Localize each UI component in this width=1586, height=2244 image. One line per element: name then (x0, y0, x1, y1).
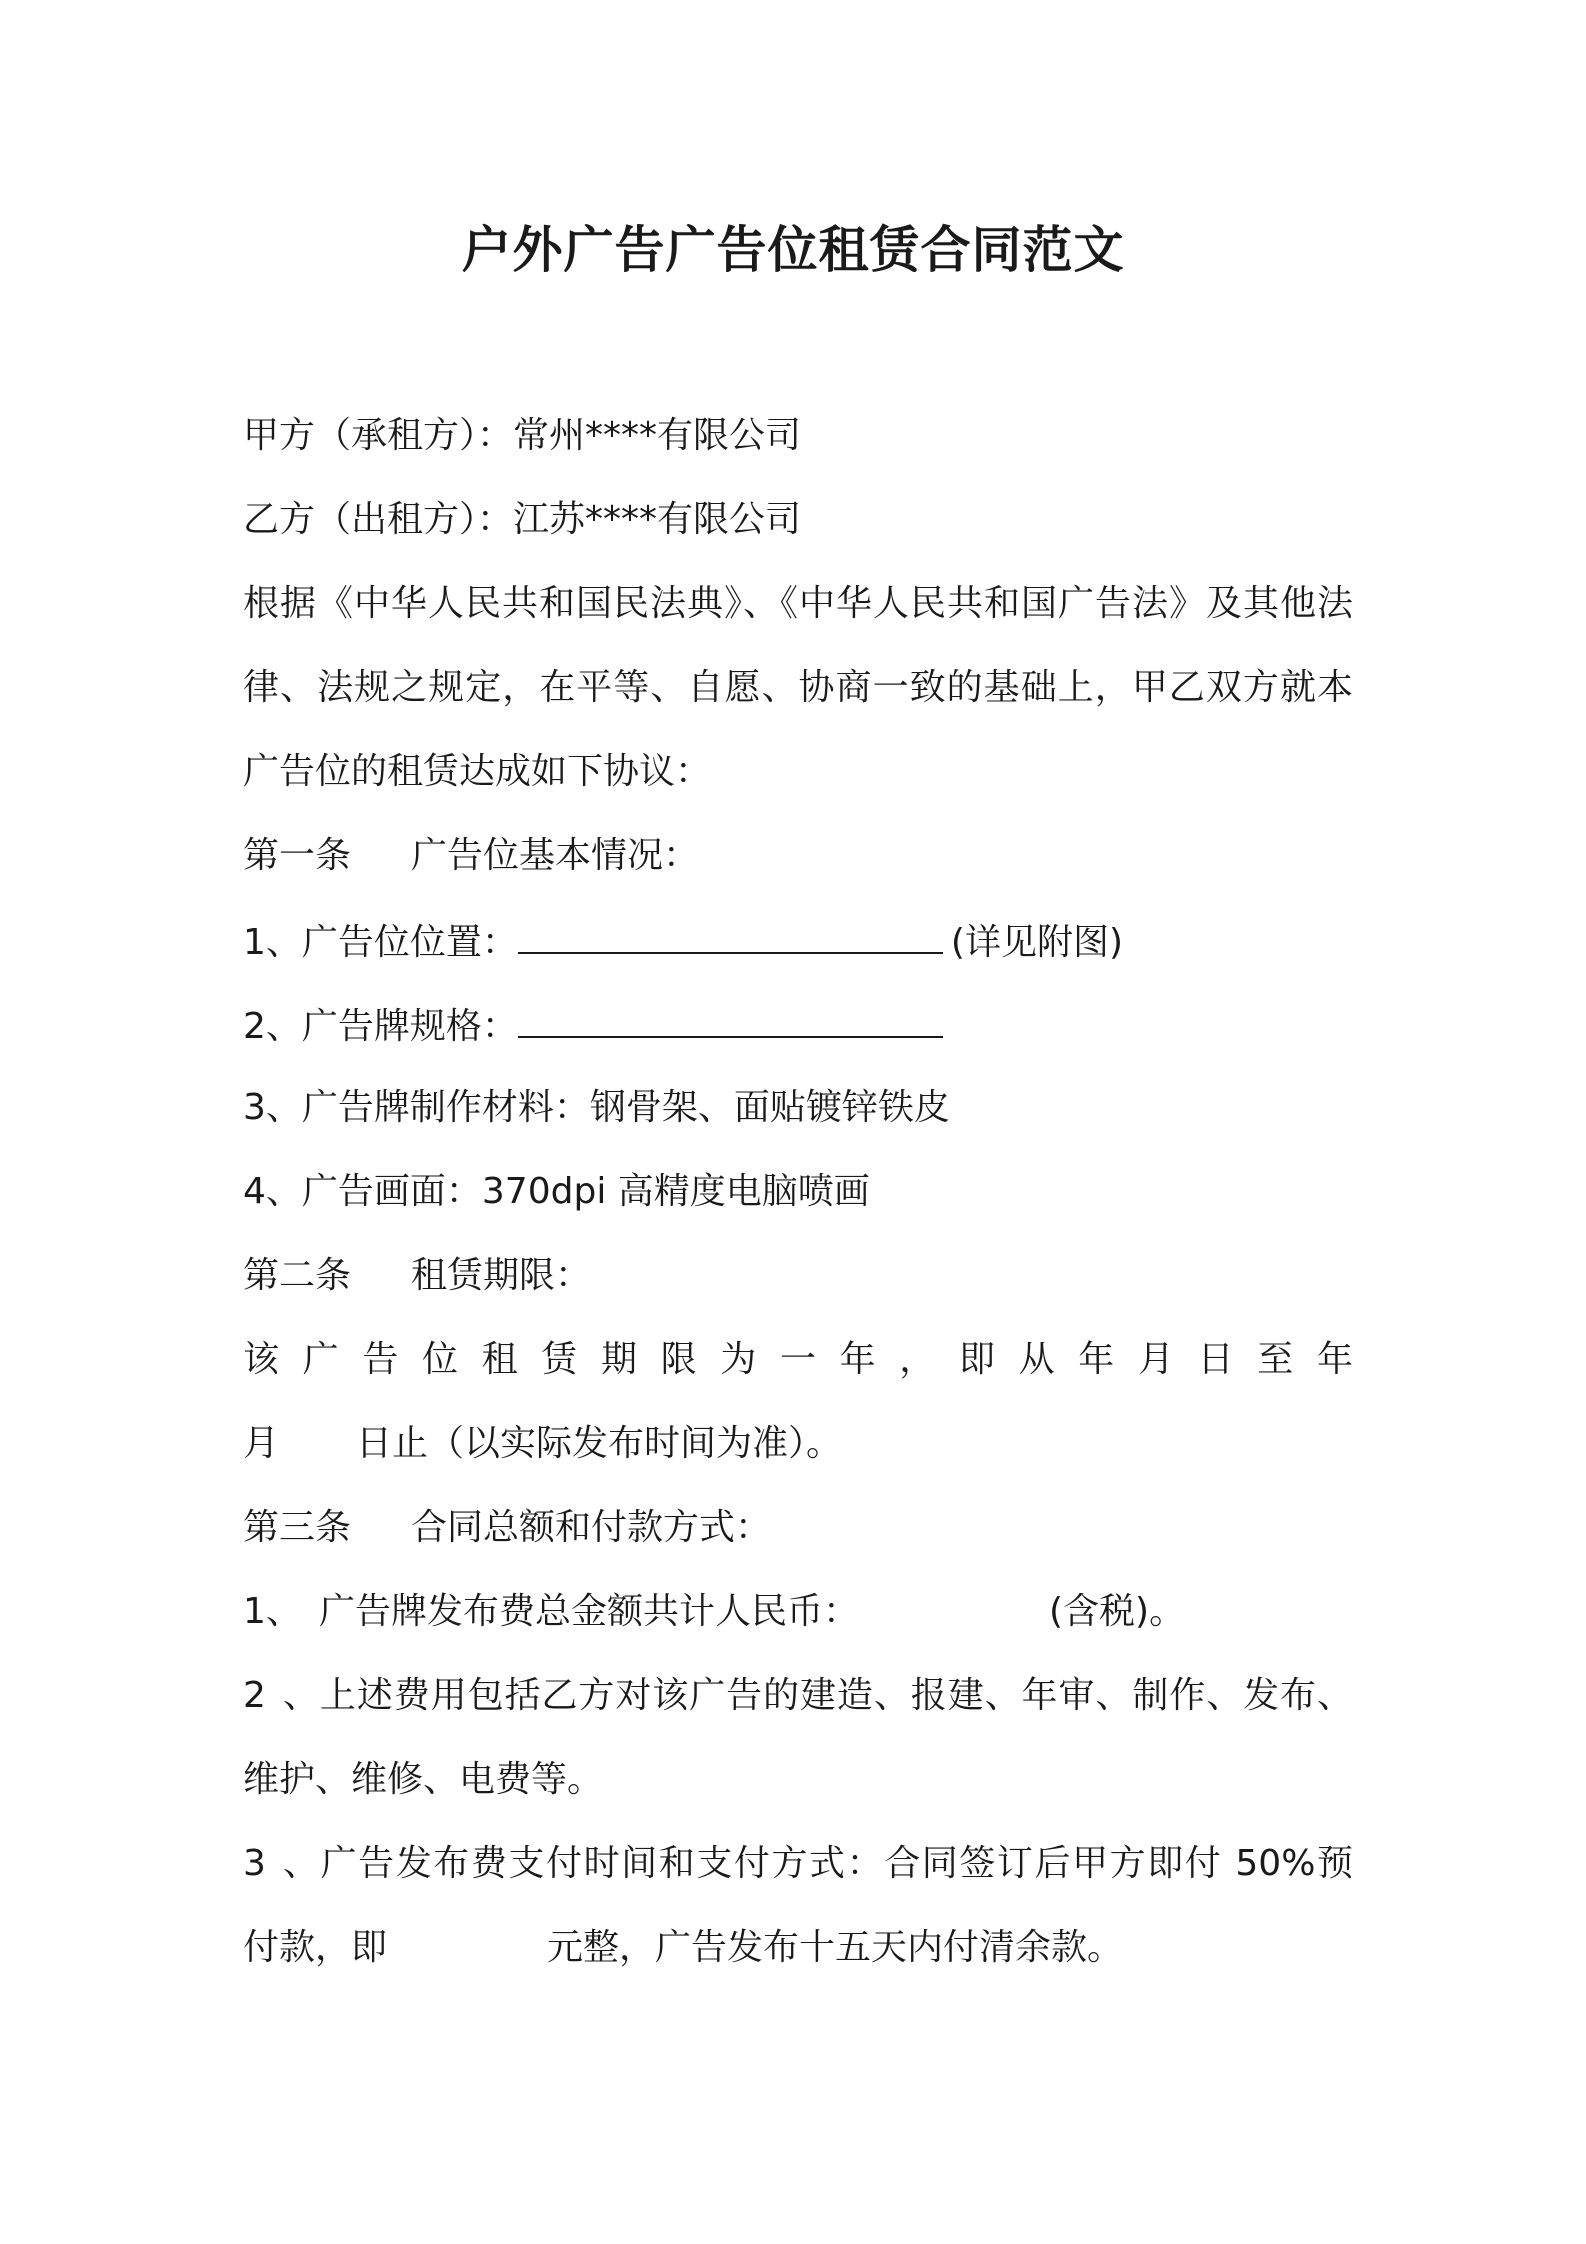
item-3-text-b: 元整，广告发布十五天内付清余款。 (547, 1927, 1124, 1968)
article-3-item-2-line-2: 维护、维修、电费等。 (243, 1759, 604, 1800)
term-end-year: 年 (1316, 1339, 1353, 1380)
preamble-line-1: 根据《中华人民共和国民法典》、《中华人民共和国广告法》及其他法 (243, 583, 1353, 624)
item-3-text: 广告发布费支付时间和支付方式：合同签订后甲方即付 50%预 (319, 1843, 1353, 1884)
term-start-year: 年 (1078, 1339, 1138, 1380)
spec-label: 2、广告牌规格： (243, 1006, 518, 1047)
article-1-item-2 (243, 1000, 951, 1051)
term-p1: 该广告位租赁期限为 (243, 1339, 780, 1380)
preamble-line-2: 律、法规之规定，在平等、自愿、协商一致的基础上，甲乙双方就本 (243, 667, 1353, 708)
item-3-text-a: 付款，即 (243, 1927, 388, 1968)
document-title: 户外广告广告位租赁合同范文 (461, 221, 1125, 279)
article-3-item-3-line-2 (243, 1924, 1123, 1972)
article-3-heading (243, 1504, 771, 1552)
article-1-item-3: 3、广告牌制作材料：钢骨架、面贴镀锌铁皮 (243, 1087, 950, 1128)
location-blank[interactable] (518, 916, 943, 954)
article-1-item-4: 4、广告画面：370dpi 高精度电脑喷画 (243, 1171, 870, 1212)
term-line-1 (243, 1336, 1353, 1384)
article-3-number: 第三条 (243, 1507, 352, 1548)
item-1-text: 广告牌发布费总金额共计人民币： (319, 1591, 860, 1632)
spec-blank[interactable] (518, 1000, 943, 1038)
article-3-item-3-line-1 (243, 1840, 1353, 1888)
party-a: 甲方（承租方）：常州****有限公司 (243, 415, 802, 456)
item-1-suffix: (含税)。 (1049, 1591, 1186, 1632)
article-3-title: 合同总额和付款方式： (411, 1507, 772, 1548)
location-label: 1、广告位位置： (243, 922, 518, 963)
article-1-heading (243, 832, 699, 880)
article-1-title: 广告位基本情况： (411, 835, 700, 876)
item-3-number: 3、 (243, 1843, 319, 1884)
preamble-line-3: 广告位的租赁达成如下协议： (243, 751, 712, 792)
term-start-day: 日至 (1197, 1339, 1317, 1380)
term-p3: 年，即从 (839, 1339, 1079, 1380)
term-line-2 (243, 1420, 842, 1468)
article-3-item-2-line-1 (243, 1672, 1353, 1720)
article-2-heading (243, 1252, 591, 1300)
term-start-month: 月 (1137, 1339, 1198, 1380)
item-1-number: 1、 (243, 1591, 302, 1632)
article-3-item-1 (243, 1588, 1185, 1636)
location-suffix: (详见附图) (950, 922, 1123, 963)
term-end-day: 日止（以实际发布时间为准）。 (356, 1423, 843, 1464)
party-b: 乙方（出租方）：江苏****有限公司 (243, 499, 802, 540)
article-1-number: 第一条 (243, 835, 352, 876)
article-2-title: 租赁期限： (411, 1255, 592, 1296)
item-2-text: 上述费用包括乙方对该广告的建造、报建、年审、制作、发布、 (319, 1675, 1353, 1716)
item-2-number: 2、 (243, 1675, 319, 1716)
term-end-month: 月 (243, 1423, 280, 1464)
term-years: 一 (779, 1339, 840, 1380)
article-1-item-1 (243, 916, 1123, 967)
article-2-number: 第二条 (243, 1255, 352, 1296)
